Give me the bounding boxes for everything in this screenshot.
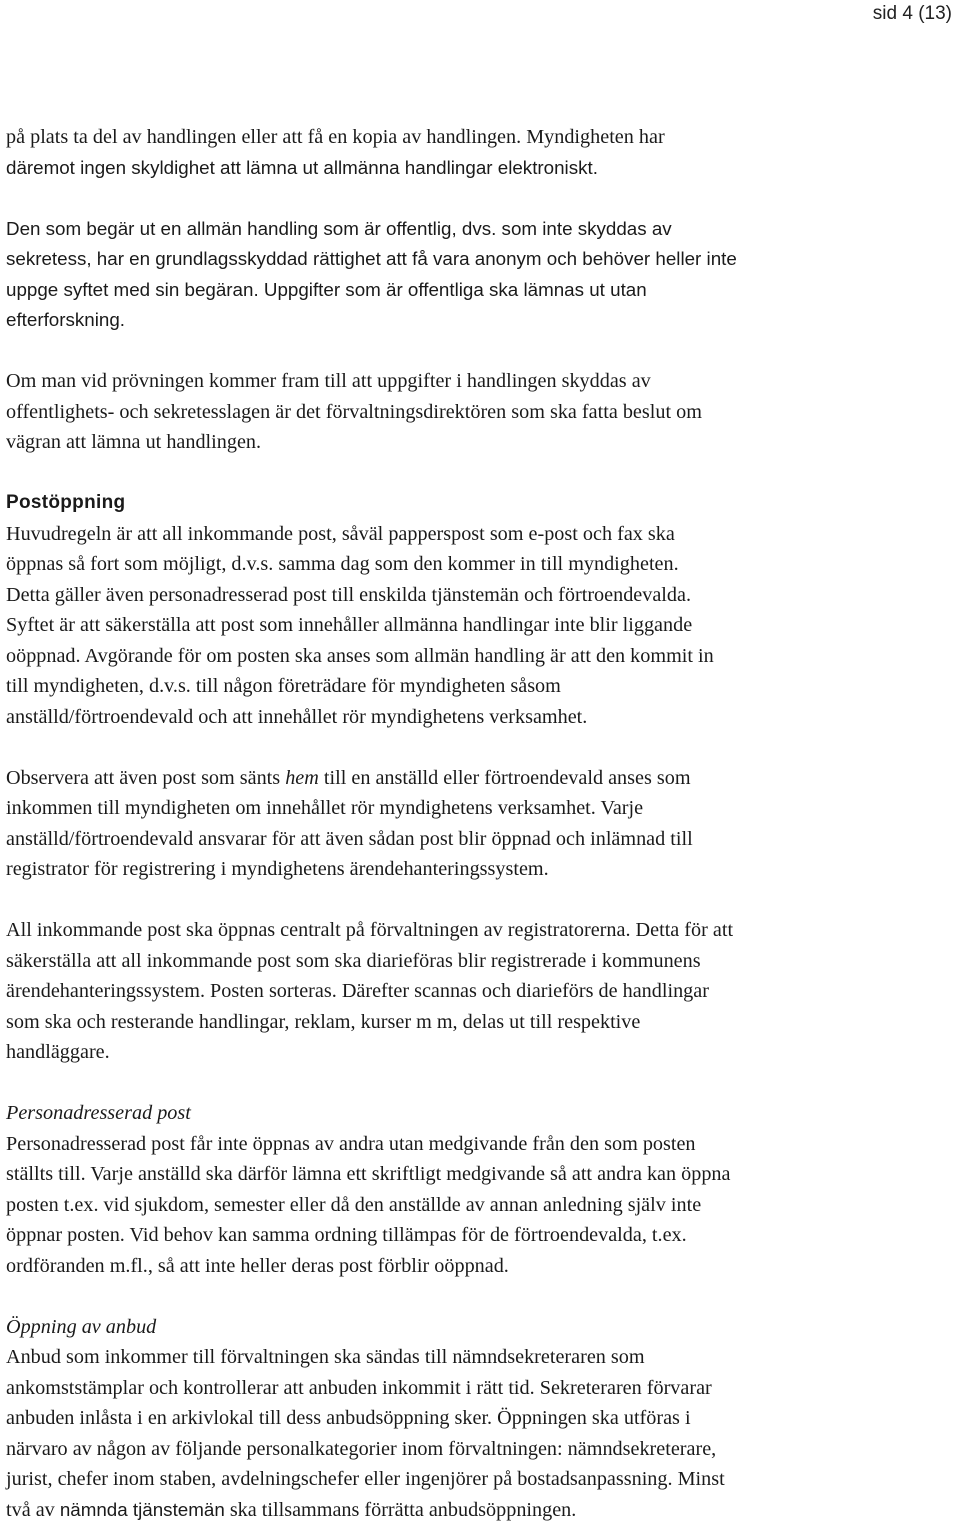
paragraph-gap — [6, 458, 946, 489]
text-line — [6, 1464, 946, 1495]
text-run: ankomststämplar och kontrollerar att anbuden inkommit i rätt tid. Sekreteraren förvarar — [6, 1377, 712, 1399]
text-line — [6, 1342, 946, 1373]
paragraph — [6, 915, 946, 1068]
text-run: ska tillsammans förrätta anbudsöppningen. — [225, 1499, 577, 1521]
text-run: Anbud som inkommer till förvaltningen ska sändas till nämndsekreteraren som — [6, 1346, 645, 1368]
text-run: till en anställd eller förtroendevald anses som — [319, 767, 691, 789]
text-line — [6, 519, 946, 550]
text-line — [6, 427, 946, 458]
text-line — [6, 366, 946, 397]
text-run: närvaro av någon av följande personalkategorier inom förvaltningen: nämndsekreterare, — [6, 1438, 716, 1460]
text-line — [6, 610, 946, 641]
text-line — [6, 1159, 946, 1190]
text-run: öppnas så fort som möjligt, d.v.s. samma dag som den kommer in till myndigheten. — [6, 553, 679, 575]
text-run: sekretess, har en grundlagsskyddad rättighet att få vara anonym och behöver heller inte — [6, 248, 737, 269]
paragraph — [6, 122, 946, 183]
paragraph-gap — [6, 336, 946, 367]
text-line — [6, 275, 946, 306]
text-run: säkerställa att all inkommande post som ska diarieföras blir registrerade i kommunens — [6, 950, 701, 972]
text-run: uppge syftet med sin begäran. Uppgifter som är offentliga ska lämnas ut utan — [6, 279, 647, 300]
text-line — [6, 580, 946, 611]
text-line — [6, 214, 946, 245]
text-run: ordföranden m.fl., så att inte heller deras post förblir oöppnad. — [6, 1255, 509, 1277]
text-run: Huvudregeln är att all inkommande post, såväl papperspost som e-post och fax ska — [6, 523, 675, 545]
text-run: vägran att lämna ut handlingen. — [6, 431, 261, 453]
text-line — [6, 1129, 946, 1160]
text-line — [6, 1037, 946, 1068]
text-line — [6, 1007, 946, 1038]
paragraph — [6, 1098, 946, 1281]
section-heading: Personadresserad post — [6, 1098, 946, 1129]
text-run: två av — [6, 1499, 60, 1521]
text-line — [6, 946, 946, 977]
text-line — [6, 641, 946, 672]
text-line — [6, 244, 946, 275]
paragraph — [6, 366, 946, 458]
page-number: sid 4 (13) — [873, 1, 952, 27]
text-run: posten t.ex. vid sjukdom, semester eller då den anställde av annan anledning själv inte — [6, 1194, 701, 1216]
text-run: offentlighets- och sekretesslagen är det förvaltningsdirektören som ska fatta beslut om — [6, 401, 702, 423]
text-run: registrator för registrering i myndighetens ärendehanteringssystem. — [6, 858, 549, 880]
text-run: Detta gäller även personadresserad post till enskilda tjänstemän och förtroendevalda. — [6, 584, 691, 606]
paragraph-gap — [6, 1281, 946, 1312]
text-run: anställd/förtroendevald ansvarar för att även sådan post blir öppnad och inlämnad till — [6, 828, 693, 850]
text-run: Observera att även post som sänts — [6, 767, 285, 789]
text-line — [6, 1190, 946, 1221]
text-run: däremot ingen skyldighet att lämna ut allmänna handlingar elektroniskt. — [6, 157, 598, 178]
text-line — [6, 549, 946, 580]
text-run: Den som begär ut en allmän handling som är offentlig, dvs. som inte skyddas av — [6, 218, 672, 239]
text-line — [6, 1403, 946, 1434]
text-run: som ska och resterande handlingar, reklam, kurser m m, delas ut till respektive — [6, 1011, 640, 1033]
text-run: ställts till. Varje anställd ska därför lämna ett skriftligt medgivande så att andra kan öppna — [6, 1163, 731, 1185]
paragraph-gap — [6, 1068, 946, 1099]
paragraph — [6, 763, 946, 885]
section-heading: Postöppning — [6, 488, 946, 519]
text-run: Om man vid prövningen kommer fram till att uppgifter i handlingen skyddas av — [6, 370, 651, 392]
paragraph-gap — [6, 183, 946, 214]
section-heading: Öppning av anbud — [6, 1312, 946, 1343]
paragraph — [6, 1312, 946, 1525]
paragraph-gap — [6, 885, 946, 916]
text-line — [6, 1434, 946, 1465]
text-line — [6, 915, 946, 946]
text-line — [6, 1220, 946, 1251]
text-run: hem — [285, 767, 319, 789]
paragraph-gap — [6, 732, 946, 763]
text-run: Personadresserad post får inte öppnas av andra utan medgivande från den som posten — [6, 1133, 696, 1155]
text-line — [6, 763, 946, 794]
text-line — [6, 153, 946, 184]
text-line — [6, 1251, 946, 1282]
text-run: nämnda tjänstemän — [60, 1499, 225, 1520]
text-line — [6, 854, 946, 885]
text-run: handläggare. — [6, 1041, 110, 1063]
text-line — [6, 1373, 946, 1404]
text-line — [6, 671, 946, 702]
text-run: All inkommande post ska öppnas centralt på förvaltningen av registratorerna. Detta för att — [6, 919, 733, 941]
text-line — [6, 122, 946, 153]
text-run: jurist, chefer inom staben, avdelningschefer eller ingenjörer på bostadsanpassning. Minst — [6, 1468, 725, 1490]
paragraph — [6, 488, 946, 732]
text-run: anbuden inlåsta i en arkivlokal till dess anbudsöppning sker. Öppningen ska utföras i — [6, 1407, 691, 1429]
text-run: oöppnad. Avgörande för om posten ska anses som allmän handling är att den kommit in — [6, 645, 714, 667]
text-run: på plats ta del av handlingen eller att få en kopia av handlingen. Myndigheten har — [6, 126, 665, 148]
text-line — [6, 702, 946, 733]
text-run: inkommen till myndigheten om innehållet rör myndighetens verksamhet. Varje — [6, 797, 643, 819]
text-line — [6, 305, 946, 336]
text-run: ärendehanteringssystem. Posten sorteras. Därefter scannas och diarieförs de handlingar — [6, 980, 709, 1002]
text-run: anställd/förtroendevald och att innehållet rör myndighetens verksamhet. — [6, 706, 587, 728]
text-run: Syftet är att säkerställa att post som innehåller allmänna handlingar inte blir liggande — [6, 614, 692, 636]
text-line — [6, 397, 946, 428]
text-line — [6, 1495, 946, 1525]
text-run: efterforskning. — [6, 309, 125, 330]
text-run: öppnar posten. Vid behov kan samma ordning tillämpas för de förtroendevalda, t.ex. — [6, 1224, 687, 1246]
text-line — [6, 976, 946, 1007]
text-run: till myndigheten, d.v.s. till någon företrädare för myndigheten såsom — [6, 675, 561, 697]
paragraph — [6, 214, 946, 336]
text-line — [6, 793, 946, 824]
document-body — [6, 122, 946, 1525]
text-line — [6, 824, 946, 855]
